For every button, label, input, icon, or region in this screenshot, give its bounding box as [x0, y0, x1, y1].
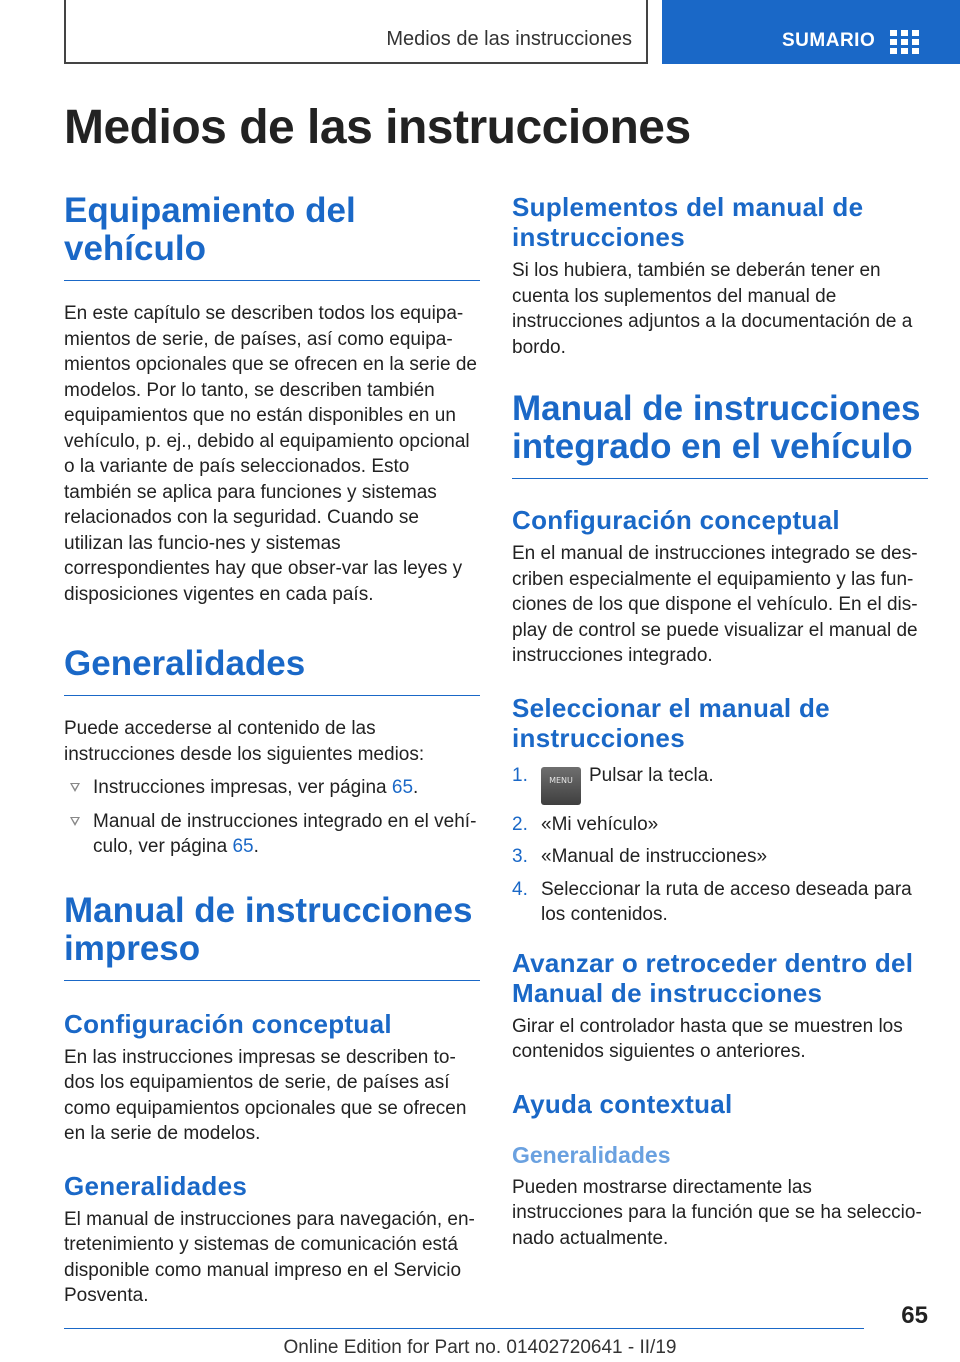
sumario-label: SUMARIO [782, 30, 876, 51]
subheading-configuracion-integrado: Configuración conceptual [512, 505, 840, 535]
step-item [512, 763, 928, 805]
paragraph-generalidades-intro: Puede accederse al contenido de las instrucciones desde los siguientes medios: [64, 718, 425, 765]
step-number: 3. [512, 846, 528, 867]
subheading-configuracion-impreso: Configuración conceptual [64, 1008, 392, 1039]
step-text: Seleccionar la ruta de acceso deseada para los contenidos. [541, 878, 912, 925]
grid-menu-icon [890, 30, 920, 54]
heading-equipamiento: Equipamiento del vehículo [64, 192, 480, 281]
paragraph-generalidades-impreso: El manual de instrucciones para navegación, en-tretenimiento y sistemas de comunicación está disponible como manual impreso en el Servicio Posventa. [64, 1208, 475, 1306]
paragraph-configuracion-impreso: En las instrucciones impresas se describen to-dos los equipamientos de serie, de países así como equipamientos opcionales que se ofrecen en la serie de modelos. [64, 1046, 467, 1144]
step-text: «Manual de instrucciones» [541, 846, 768, 867]
list-item-end: . [413, 777, 419, 798]
step-item [512, 844, 928, 870]
step-item [512, 812, 928, 838]
page-link[interactable]: 65 [232, 836, 254, 857]
footer-divider [64, 1328, 864, 1329]
heading-manual-impreso: Manual de instrucciones impreso [64, 892, 480, 981]
heading-manual-integrado: Manual de instrucciones integrado en el vehículo [512, 390, 928, 479]
page-title: Medios de las instrucciones [64, 101, 691, 154]
paragraph-equipamiento: En este capítulo se describen todos los equipa-mientos de serie, de países, así como equipa-mientos opcionales que se ofrecen en la serie de modelos. Por lo tanto, se describen también equipamientos que no están disponibles en un vehículo, p. ej., debido al equipamiento opcional o la variante de país seleccionados. Esto también se aplica para funciones y sistemas relacionados con la seguridad. Cuando se utilizan las funcio-nes y sistemas correspondientes hay que obser-var las leyes y disposiciones vigentes en cada país. [64, 303, 477, 605]
subheading-ayuda-generalidades: Generalidades [512, 1141, 671, 1168]
paragraph-ayuda: Pueden mostrarse directamente las instrucciones para la función que se ha seleccio-nado actualmente. [512, 1176, 922, 1249]
subheading-suplementos: Suplementos del manual de instrucciones [512, 192, 864, 252]
paragraph-suplementos: Si los hubiera, también se deberán tener en cuenta los suplementos del manual de instrucciones adjuntos a la documentación de a bordo. [512, 260, 913, 358]
step-number: 4. [512, 878, 528, 900]
subheading-generalidades-impreso: Generalidades [64, 1170, 248, 1201]
step-text: «Mi vehículo» [541, 813, 659, 835]
left-column [64, 192, 480, 1309]
list-item-text: Instrucciones impresas, ver página [93, 777, 387, 798]
subheading-ayuda-contextual: Ayuda contextual [512, 1088, 733, 1119]
step-item [512, 877, 928, 928]
list-item [64, 775, 480, 801]
paragraph-configuracion-integrado: En el manual de instrucciones integrado se des-criben especialmente el equipamiento y las fun-ciones de los que dispone el vehículo. En el dis-play de control se puede visualizar el manual de instrucciones integrado. [512, 543, 918, 666]
heading-generalidades: Generalidades [64, 645, 480, 696]
list-item-end: . [253, 836, 259, 857]
subheading-avanzar: Avanzar o retroceder dentro del Manual de instrucciones [512, 947, 914, 1008]
header-section-box [64, 0, 648, 64]
steps-list [512, 763, 928, 928]
list-item-text: Manual de instrucciones integrado en el vehí-culo, ver página [93, 810, 477, 857]
step-number: 2. [512, 813, 528, 835]
triangle-bullet-icon [70, 783, 80, 792]
page-number: 65 [901, 1302, 928, 1329]
page-link[interactable]: 65 [391, 777, 414, 798]
sumario-button[interactable] [662, 0, 960, 64]
paragraph-avanzar: Girar el controlador hasta que se muestren los contenidos siguientes o anteriores. [512, 1015, 903, 1062]
menu-key-icon: MENU [541, 767, 581, 805]
step-number: 1. [512, 764, 528, 786]
footer-edition: Online Edition for Part no. 01402720641 - II/19 [283, 1337, 677, 1358]
triangle-bullet-icon [70, 817, 80, 826]
right-column [512, 192, 928, 1251]
step-text: Pulsar la tecla. [589, 764, 714, 786]
list-item [64, 809, 480, 860]
media-list [64, 775, 480, 860]
subheading-seleccionar: Seleccionar el manual de instrucciones [512, 692, 830, 753]
header-section-title: Medios de las instrucciones [386, 28, 632, 50]
